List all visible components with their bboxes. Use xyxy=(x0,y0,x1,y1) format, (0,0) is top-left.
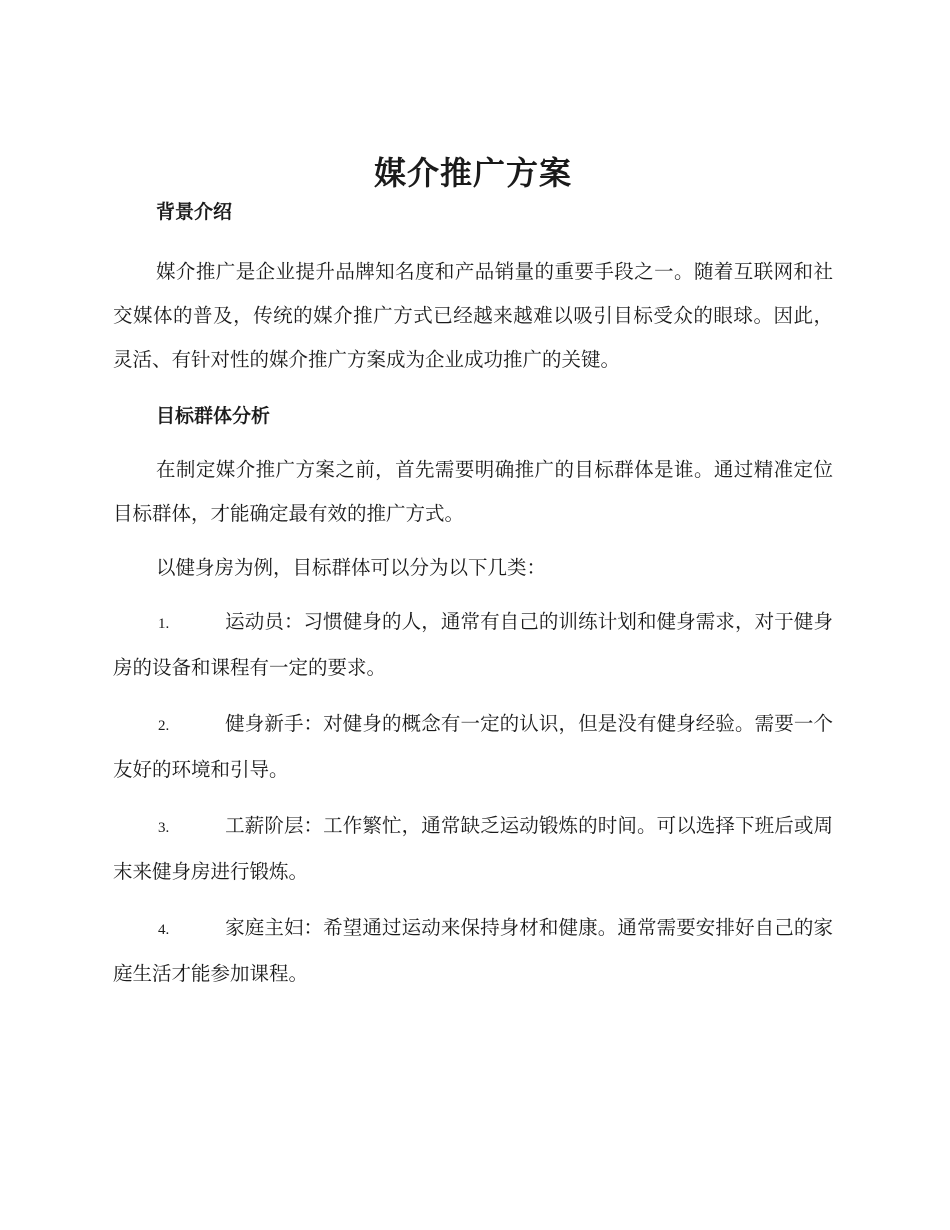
section-heading-target-group: 目标群体分析 xyxy=(156,405,271,427)
list-item xyxy=(113,702,833,792)
paragraph-gym-example: 以健身房为例，目标群体可以分为以下几类： xyxy=(156,556,547,579)
document-page xyxy=(113,140,833,996)
list-item xyxy=(113,600,833,690)
list-item-text: 家庭主妇：希望通过运动来保持身材和健康。通常需要安排好自己的家庭生活才能参加课程。 xyxy=(113,916,833,985)
paragraph-target-intro: 在制定媒介推广方案之前，首先需要明确推广的目标群体是谁。通过精准定位目标群体，才能确定最有效的推广方式。 xyxy=(113,458,833,525)
list-item xyxy=(113,804,833,894)
paragraph-background: 媒介推广是企业提升品牌知名度和产品销量的重要手段之一。随着互联网和社交媒体的普及，传统的媒介推广方式已经越来越难以吸引目标受众的眼球。因此，灵活、有针对性的媒介推广方案成为企业成功推广的关键。 xyxy=(113,260,833,371)
list-item-number: 4. xyxy=(158,922,170,938)
section-heading-background: 背景介绍 xyxy=(156,201,233,223)
target-group-list xyxy=(113,600,833,996)
document-title: 媒介推广方案 xyxy=(373,154,572,192)
list-item-text: 运动员：习惯健身的人，通常有自己的训练计划和健身需求，对于健身房的设备和课程有一定的要求。 xyxy=(113,610,833,679)
list-item-number: 2. xyxy=(158,718,170,734)
list-item-number: 3. xyxy=(158,820,170,836)
list-item-text: 工薪阶层：工作繁忙，通常缺乏运动锻炼的时间。可以选择下班后或周末来健身房进行锻炼。 xyxy=(113,814,833,883)
list-item-number: 1. xyxy=(158,616,170,632)
list-item-text: 健身新手：对健身的概念有一定的认识，但是没有健身经验。需要一个友好的环境和引导。 xyxy=(113,712,833,781)
list-item xyxy=(113,906,833,996)
